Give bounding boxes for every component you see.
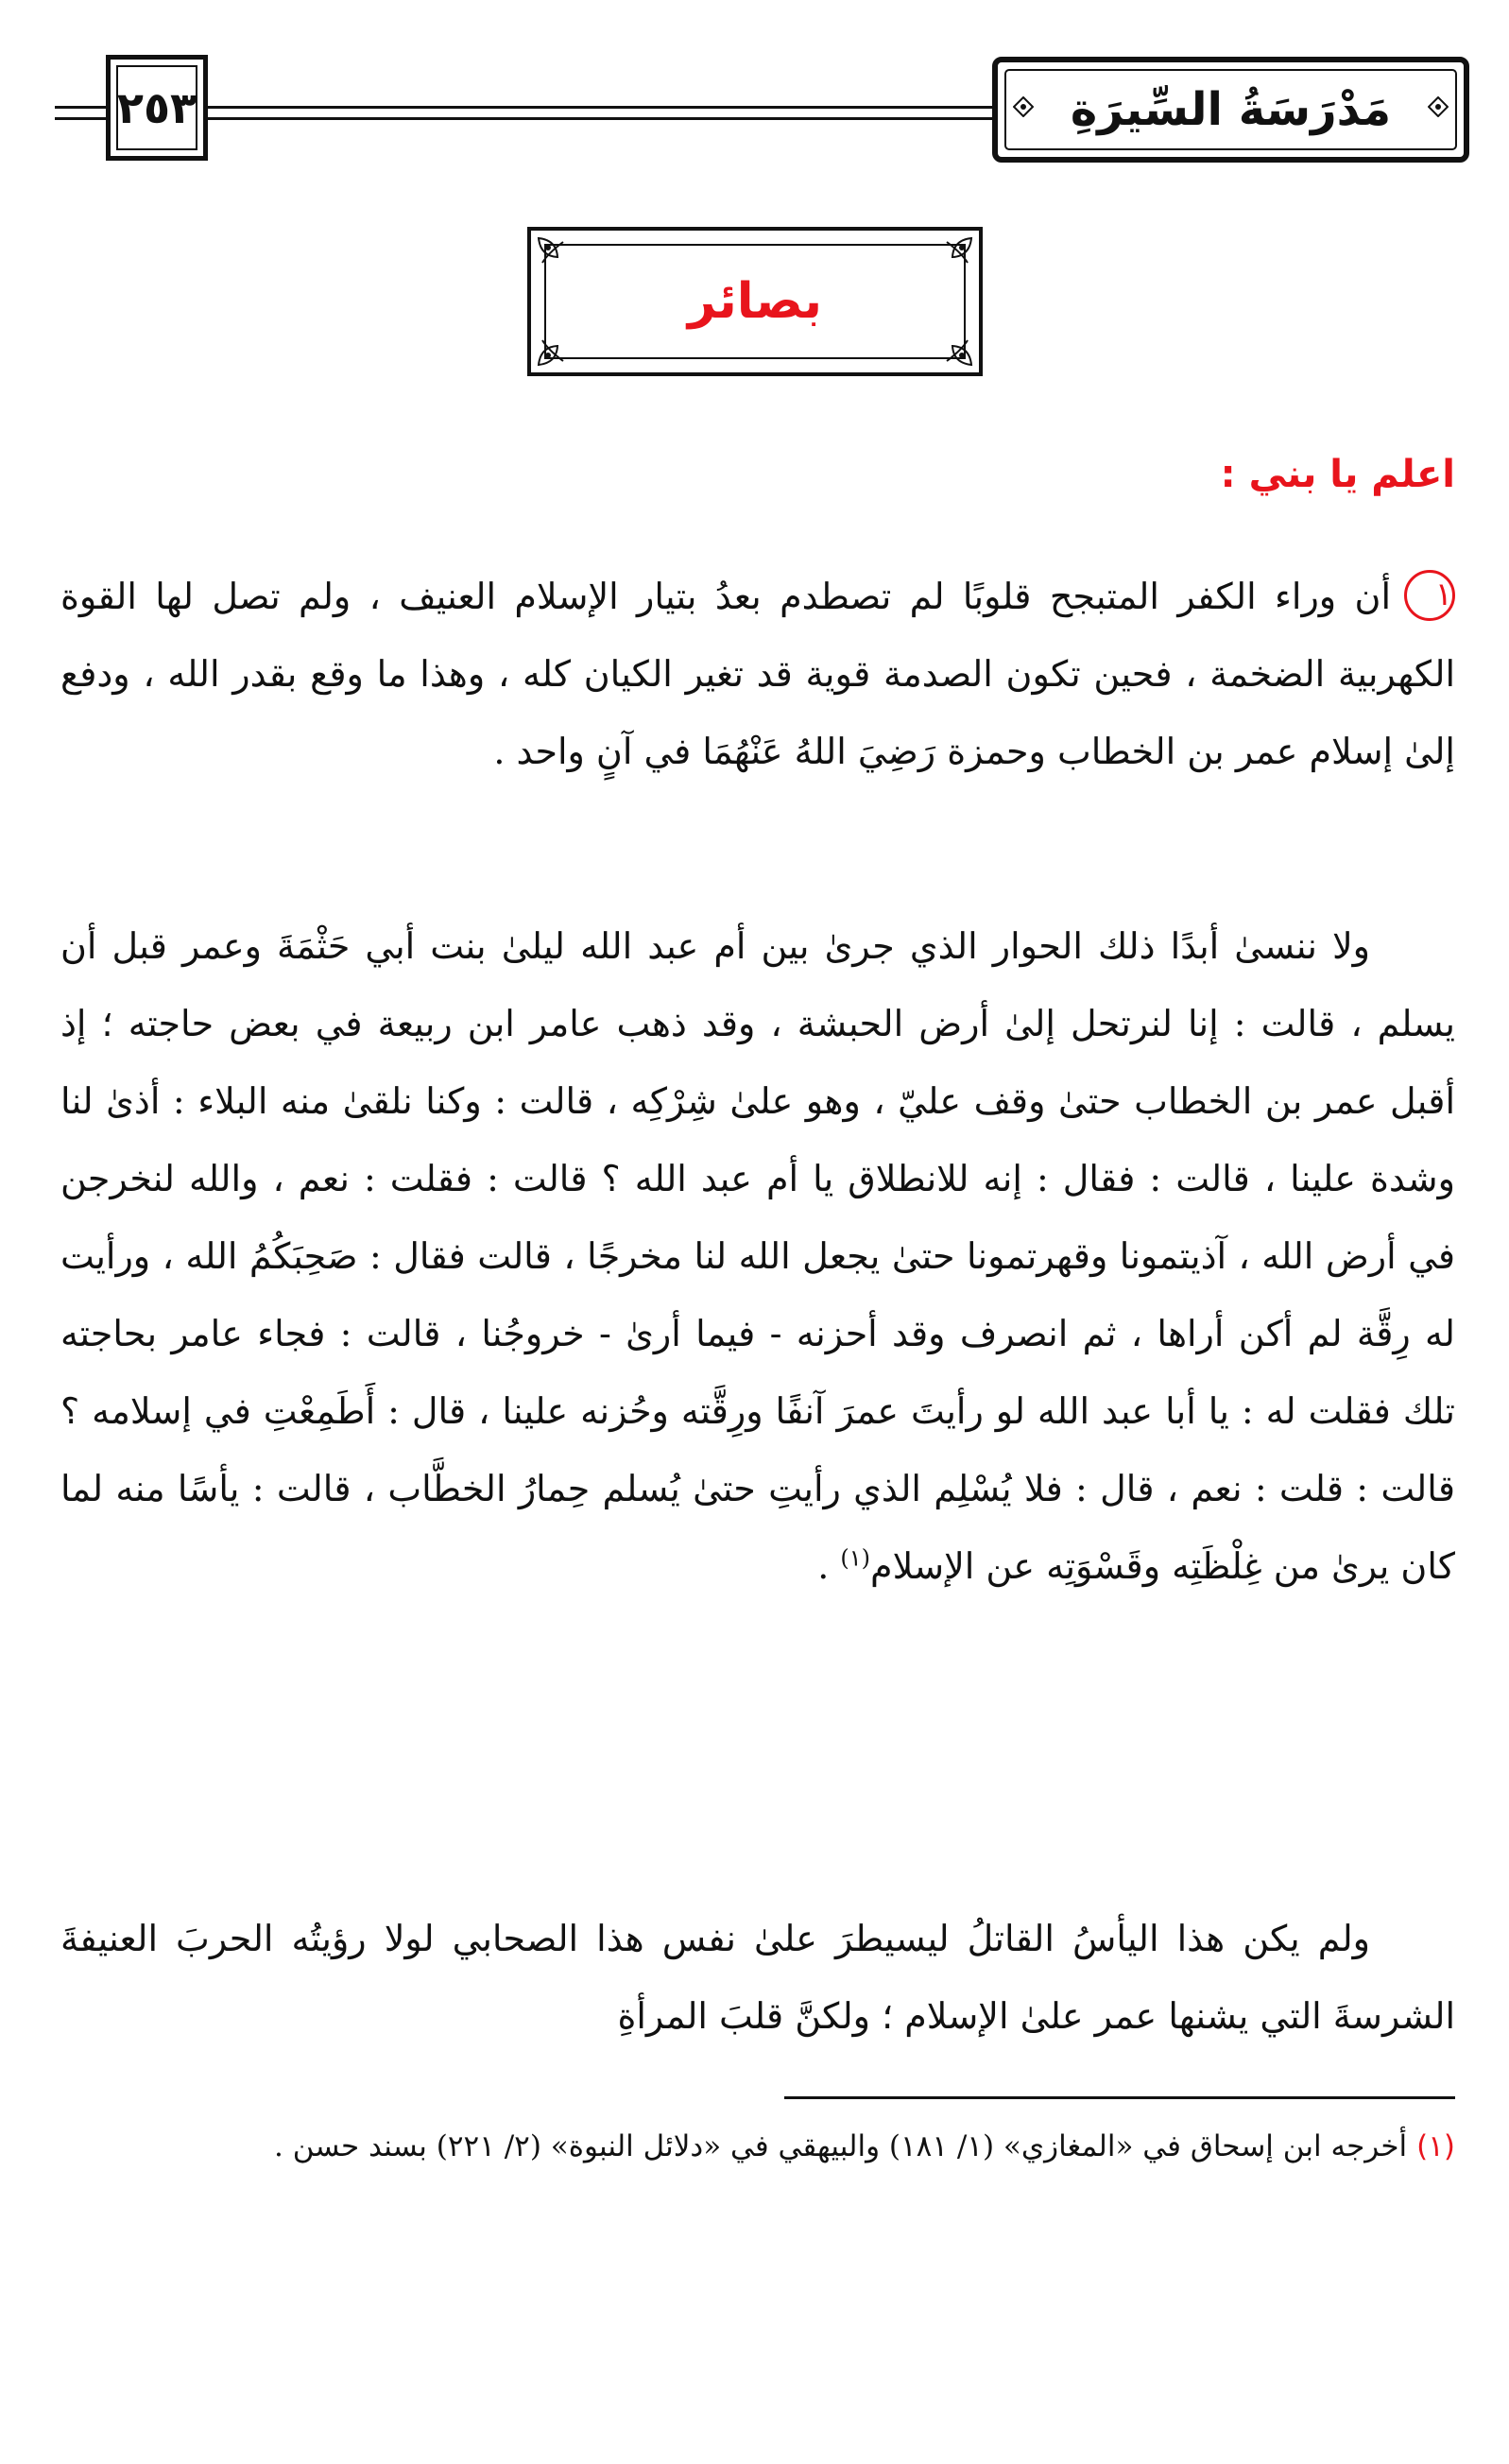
section-title: بصائر [687, 273, 823, 330]
title-ornament-left-icon [1013, 96, 1034, 117]
book-title-box [992, 57, 1469, 163]
paragraph-3: ولم يكن هذا اليأسُ القاتلُ ليسيطرَ علىٰ نفس هذا الصحابي لولا رؤيتُه الحربَ العنيفةَ الشرسةَ التي يشنها عمر علىٰ الإسلام ؛ ولكنَّ قلبَ المرأةِ [60, 1918, 1455, 2037]
subheading: اعلم يا بني : [1220, 453, 1455, 496]
paragraph-2-text: ولا ننسىٰ أبدًا ذلك الحوار الذي جرىٰ بين أم عبد الله ليلىٰ بنت أبي حَثْمَةَ وعمر قبل أن يسلم ، قالت : إنا لنرتحل إلىٰ أرض الحبشة ، وقد ذهب عامر ابن ربيعة في بعض حاجته ؛ إذ أقبل عمر بن الخطاب حتىٰ وقف عليّ ، وهو علىٰ شِرْكِه ، قالت : وكنا نلقىٰ منه البلاء : أذىٰ لنا وشدة علينا ، قالت : فقال : إنه للانطلاق يا أم عبد الله ؟ قالت : فقلت : نعم ، والله لنخرجن في أرض الله ، آذيتمونا وقهرتمونا حتىٰ يجعل الله لنا مخرجًا ، قالت فقال : صَحِبَكُمُ الله ، ورأيت له رِقَّة لم أكن أراها ، ثم انصرف وقد أحزنه - فيما أرىٰ - خروجُنا ، قالت : فجاء عامر بحاجته تلك فقلت له : يا أبا عبد الله لو رأيتَ عمرَ آنفًا ورِقَّته وحُزنه علينا ، قال : أَطَمِعْتِ في إسلامه ؟ قالت : قلت : نعم ، قال : فلا يُسْلِم الذي رأيتِ حتىٰ يُسلم حِمارُ الخطَّاب ، قالت : يأسًا منه لما كان يرىٰ من غِلْظَتِه وقَسْوَتِه عن الإسلام [60, 925, 1455, 1587]
paragraph-1-text: أن وراء الكفر المتبجح قلوبًا لم تصطدم بعدُ بتيار الإسلام العنيف ، ولم تصل لها القوة الكهربية الضخمة ، فحين تكون الصدمة قوية قد تغير الكيان كله ، وهذا ما وقع بقدر الله ، ودفع إلىٰ إسلام عمر بن الخطاب وحمزة رَضِيَ اللهُ عَنْهُمَا في آنٍ واحد . [60, 576, 1455, 772]
book-title: مَدْرَسَةُ السِّيرَةِ [1070, 83, 1392, 136]
footnote-text: أخرجه ابن إسحاق في «المغازي» (١/ ١٨١) والبيهقي في «دلائل النبوة» (٢/ ٢٢١) بسند حسن . [274, 2129, 1408, 2163]
footnote-marker: (١) [1416, 2129, 1455, 2163]
footnote-reference: (١) [840, 1544, 871, 1572]
page-number-box [106, 55, 208, 161]
paragraph-2 [60, 907, 1455, 1605]
footnote-separator [784, 2096, 1455, 2099]
title-ornament-right-icon [1428, 96, 1449, 117]
paragraph-1 [60, 558, 1455, 790]
point-number-badge: ١ [1404, 570, 1455, 621]
section-title-frame [527, 227, 983, 376]
page-number: ٢٥٣ [116, 82, 197, 133]
footnote [60, 2117, 1455, 2176]
paragraph-2-end: . [817, 1545, 841, 1587]
